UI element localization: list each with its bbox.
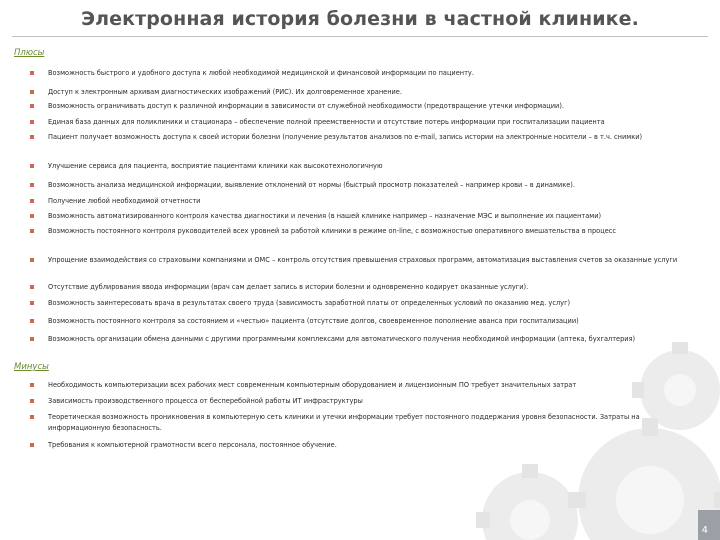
cons-item-text: Зависимость производственного процесса от бесперебойной работы ИТ инфраструктуры (48, 397, 363, 405)
bullet-icon (30, 90, 34, 94)
pros-item-text: Упрощение взаимодействия со страховыми компаниями и ОМС – контроль отсутствия превышения страховых программ, автоматизация выставления счетов за оказанные услуги (48, 256, 678, 264)
pros-item-text: Возможность заинтересовать врача в результатах своего труда (зависимость заработной платы от определенных условий по оказанию мед. услуг) (48, 299, 571, 307)
title-divider (12, 36, 708, 37)
pros-heading: Плюсы (14, 48, 45, 58)
bullet-icon (30, 120, 34, 124)
pros-item-text: Возможность автоматизированного контроля качества диагностики и лечения (в нашей клинике например – назначение МЭС и выполнение их пациентами) (48, 212, 602, 220)
bullet-icon (30, 285, 34, 289)
pros-item-text: Отсутствие дублирования ввода информации (врач сам делает запись в истории болезни и одновременно кодирует оказанные услуги). (48, 283, 529, 291)
bullet-icon (30, 135, 34, 139)
bullet-icon (30, 104, 34, 108)
bullet-icon (30, 319, 34, 323)
bullet-icon (30, 229, 34, 233)
pros-item-text: Пациент получает возможность доступа к своей истории болезни (получение результатов анализов по e-mail, запись истории на электронные носители – в т.ч. снимки) (48, 133, 643, 141)
bullet-icon (30, 337, 34, 341)
cons-item-text: Необходимость компьютеризации всех рабочих мест современным компьютерным оборудованием и лицензионным ПО требует значительных затрат (48, 381, 577, 389)
pros-item-text: Доступ к электронным архивам диагностических изображений (РИС). Их долговременное хранение. (48, 88, 402, 96)
bullet-icon (30, 383, 34, 387)
bullet-icon (30, 301, 34, 305)
pros-item-text: Возможность постоянного контроля руководителей всех уровней за работой клиники в режиме on-line, с возможностью оперативного вмешательства в процесс (48, 227, 617, 235)
bullet-icon (30, 399, 34, 403)
page-title: Электронная история болезни в частной клинике. (81, 8, 639, 30)
bullet-icon (30, 415, 34, 419)
cons-item-text: Требования к компьютерной грамотности всего персонала, постоянное обучение. (48, 441, 337, 449)
bullet-icon (30, 183, 34, 187)
bullet-icon (30, 443, 34, 447)
bullet-icon (30, 199, 34, 203)
pros-item-text: Возможность ограничивать доступ к различной информации в зависимости от служебной необходимости (предотвращение утечки информации). (48, 102, 564, 110)
pros-item-text: Получение любой необходимой отчетности (48, 197, 201, 205)
cons-heading: Минусы (14, 362, 49, 372)
bullet-icon (30, 71, 34, 75)
bullet-icon (30, 258, 34, 262)
bullet-icon (30, 164, 34, 168)
page-number: 4 (701, 525, 708, 536)
cons-item-text: Теоретическая возможность проникновения в компьютерную сеть клиники и утечки информации требует постоянного поддержания уровня безопасности. Затраты на информационную безопасность. (48, 413, 640, 432)
pros-item-text: Единая база данных для поликлиники и стационара – обеспечение полной преемственности и отсутствие потерь информации при госпитализации пациента (48, 118, 605, 126)
bullet-icon (30, 214, 34, 218)
pros-item-text: Улучшение сервиса для пациента, восприятие пациентами клиники как высокотехнологичную (48, 162, 383, 170)
pros-item-text: Возможность быстрого и удобного доступа к любой необходимой медицинской и финансовой информации по пациенту. (48, 69, 474, 77)
pros-item-text: Возможность постоянного контроля за состоянием и «честью» пациента (отсутствие долгов, своевременное пополнение аванса при госпитализации) (48, 317, 579, 325)
pros-item-text: Возможность анализа медицинской информации, выявление отклонений от нормы (быстрый просмотр показателей – например крови – в динамике). (48, 181, 575, 189)
pros-item-text: Возможность организации обмена данными с другими программными комплексами для автоматического получения необходимой информации (аптека, бухгалтерия) (48, 335, 636, 343)
